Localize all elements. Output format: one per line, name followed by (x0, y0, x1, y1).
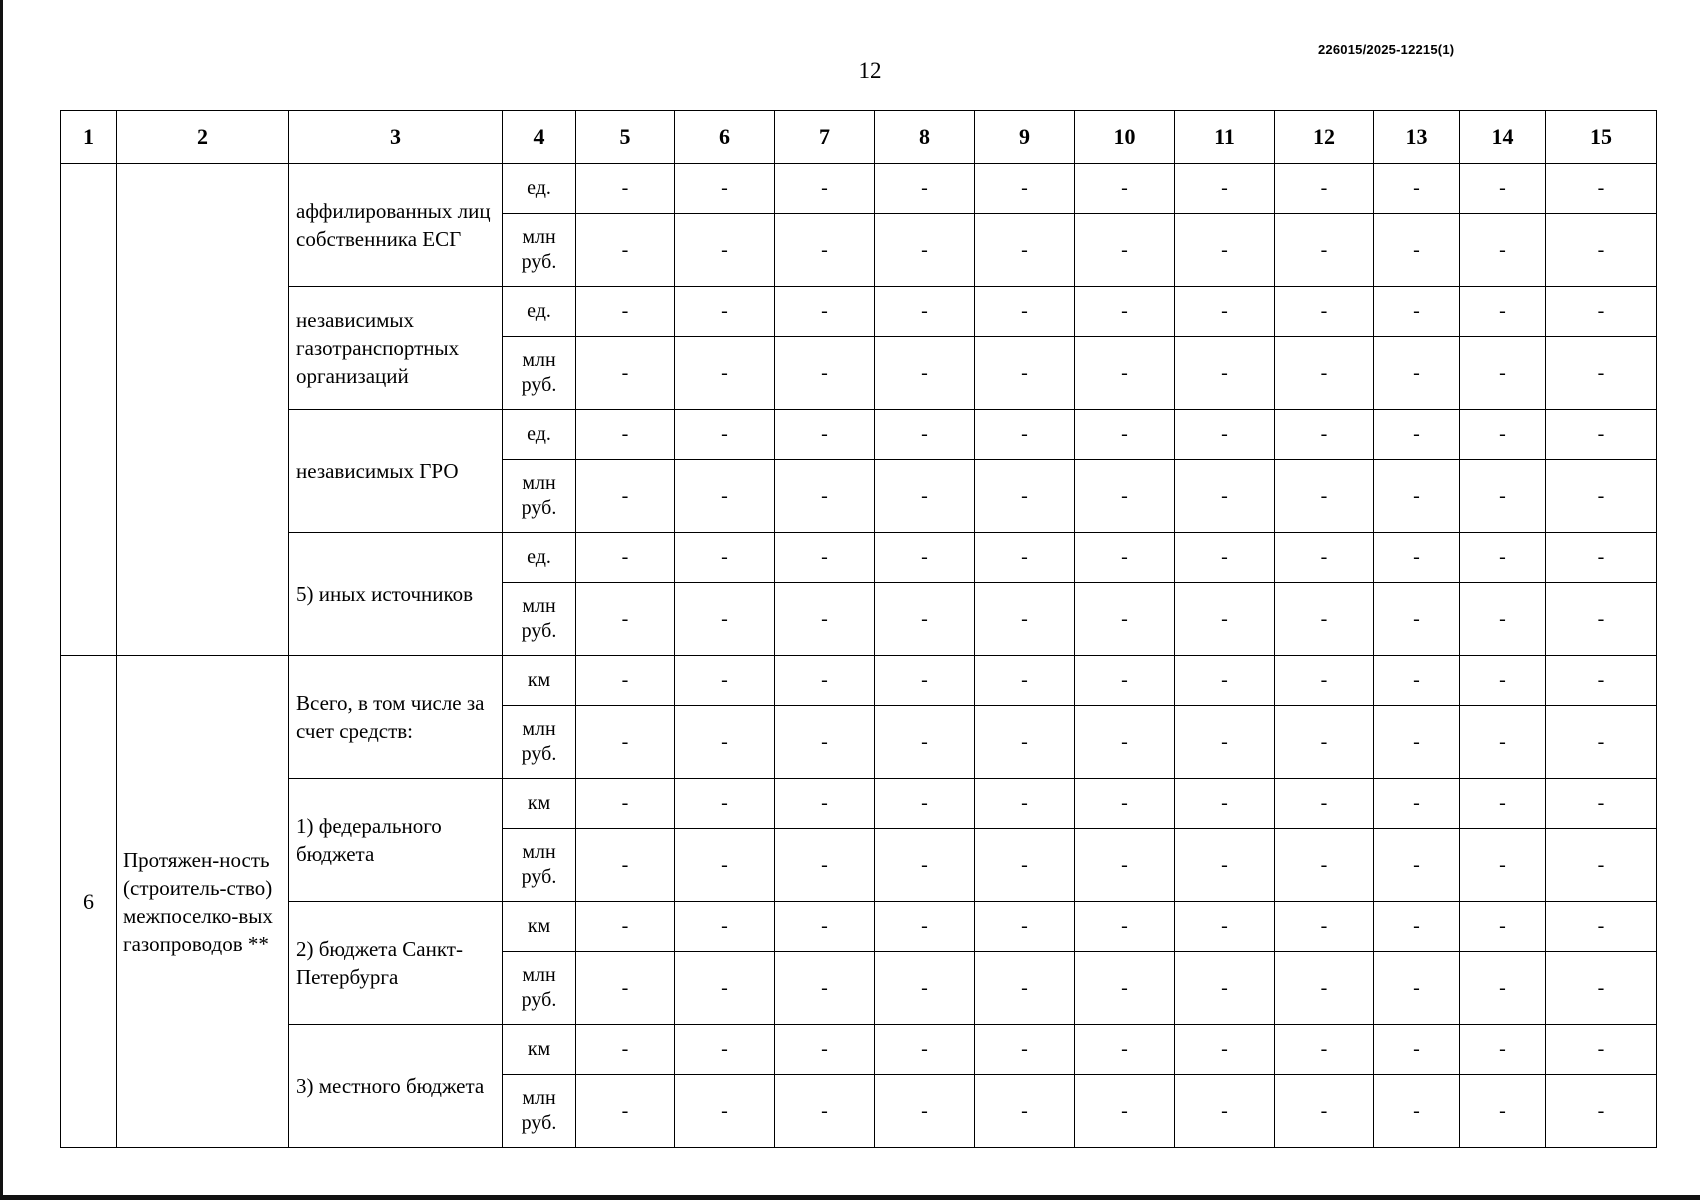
value-cell: - (1275, 460, 1374, 533)
value-cell: - (1275, 952, 1374, 1025)
value-cell: - (675, 779, 775, 829)
value-cell: - (1075, 164, 1175, 214)
column-header: 2 (117, 111, 289, 164)
value-cell: - (576, 533, 675, 583)
value-cell: - (675, 1075, 775, 1148)
value-cell: - (1460, 460, 1546, 533)
value-cell: - (576, 214, 675, 287)
value-cell: - (1075, 337, 1175, 410)
value-cell: - (675, 214, 775, 287)
table-row (61, 656, 1657, 706)
value-cell: - (775, 214, 875, 287)
column-header: 8 (875, 111, 975, 164)
value-cell: - (1374, 214, 1460, 287)
value-cell: - (576, 1075, 675, 1148)
value-cell: - (576, 952, 675, 1025)
value-cell: - (675, 410, 775, 460)
value-cell: - (775, 1075, 875, 1148)
unit-cell: млн руб. (503, 460, 576, 533)
value-cell: - (975, 287, 1075, 337)
value-cell: - (675, 533, 775, 583)
table-row (61, 287, 1657, 337)
value-cell: - (1460, 1025, 1546, 1075)
value-cell: - (1075, 1025, 1175, 1075)
value-cell: - (675, 583, 775, 656)
value-cell: - (775, 533, 875, 583)
value-cell: - (1374, 1025, 1460, 1075)
value-cell: - (875, 410, 975, 460)
indicator-label-cell: 5) иных источников (289, 533, 503, 656)
value-cell: - (1175, 164, 1275, 214)
value-cell: - (1374, 460, 1460, 533)
value-cell: - (975, 829, 1075, 902)
value-cell: - (1460, 829, 1546, 902)
value-cell: - (875, 706, 975, 779)
value-cell: - (1175, 533, 1275, 583)
value-cell: - (1460, 533, 1546, 583)
value-cell: - (1546, 952, 1657, 1025)
value-cell: - (1275, 214, 1374, 287)
value-cell: - (1546, 410, 1657, 460)
value-cell: - (775, 1025, 875, 1075)
value-cell: - (675, 337, 775, 410)
value-cell: - (775, 460, 875, 533)
value-cell: - (975, 779, 1075, 829)
value-cell: - (1460, 337, 1546, 410)
table-row (61, 533, 1657, 583)
value-cell: - (576, 656, 675, 706)
value-cell: - (1175, 656, 1275, 706)
category-cell (117, 164, 289, 656)
value-cell: - (1075, 1075, 1175, 1148)
unit-cell: ед. (503, 164, 576, 214)
unit-cell: км (503, 656, 576, 706)
value-cell: - (875, 583, 975, 656)
unit-cell: км (503, 902, 576, 952)
indicator-label-cell: аффилированных лиц собственника ЕСГ (289, 164, 503, 287)
value-cell: - (1546, 779, 1657, 829)
value-cell: - (1374, 952, 1460, 1025)
column-header: 13 (1374, 111, 1460, 164)
unit-cell: млн руб. (503, 583, 576, 656)
value-cell: - (675, 829, 775, 902)
value-cell: - (1275, 583, 1374, 656)
table-row (61, 1025, 1657, 1075)
value-cell: - (1374, 533, 1460, 583)
value-cell: - (576, 1025, 675, 1075)
value-cell: - (1460, 1075, 1546, 1148)
value-cell: - (1175, 902, 1275, 952)
value-cell: - (675, 656, 775, 706)
value-cell: - (775, 706, 875, 779)
value-cell: - (1374, 829, 1460, 902)
value-cell: - (1075, 287, 1175, 337)
value-cell: - (576, 287, 675, 337)
value-cell: - (975, 583, 1075, 656)
category-cell: Протяжен-ность (строитель-ство) межпоселко-вых газопроводов ** (117, 656, 289, 1148)
value-cell: - (1075, 952, 1175, 1025)
value-cell: - (875, 656, 975, 706)
value-cell: - (1275, 1075, 1374, 1148)
value-cell: - (975, 410, 1075, 460)
value-cell: - (775, 337, 875, 410)
value-cell: - (775, 779, 875, 829)
value-cell: - (675, 902, 775, 952)
value-cell: - (576, 706, 675, 779)
unit-cell: млн руб. (503, 214, 576, 287)
value-cell: - (1075, 656, 1175, 706)
column-header: 4 (503, 111, 576, 164)
value-cell: - (975, 706, 1075, 779)
value-cell: - (1546, 460, 1657, 533)
value-cell: - (576, 779, 675, 829)
value-cell: - (1374, 1075, 1460, 1148)
value-cell: - (875, 460, 975, 533)
value-cell: - (1275, 1025, 1374, 1075)
value-cell: - (1546, 1075, 1657, 1148)
data-table (60, 110, 1657, 1148)
value-cell: - (1546, 1025, 1657, 1075)
value-cell: - (1374, 902, 1460, 952)
value-cell: - (675, 287, 775, 337)
unit-cell: ед. (503, 533, 576, 583)
indicator-label-cell: независимых ГРО (289, 410, 503, 533)
column-header: 3 (289, 111, 503, 164)
value-cell: - (1075, 829, 1175, 902)
unit-cell: км (503, 779, 576, 829)
value-cell: - (1460, 410, 1546, 460)
value-cell: - (1460, 287, 1546, 337)
indicator-label-cell: Всего, в том числе за счет средств: (289, 656, 503, 779)
unit-cell: млн руб. (503, 829, 576, 902)
value-cell: - (576, 410, 675, 460)
value-cell: - (1275, 164, 1374, 214)
document-id: 226015/2025-12215(1) (1318, 42, 1455, 57)
value-cell: - (576, 460, 675, 533)
column-header: 10 (1075, 111, 1175, 164)
value-cell: - (1546, 706, 1657, 779)
value-cell: - (1075, 533, 1175, 583)
value-cell: - (975, 460, 1075, 533)
value-cell: - (975, 952, 1075, 1025)
value-cell: - (1275, 829, 1374, 902)
value-cell: - (775, 829, 875, 902)
unit-cell: млн руб. (503, 1075, 576, 1148)
value-cell: - (1275, 533, 1374, 583)
value-cell: - (1275, 779, 1374, 829)
value-cell: - (875, 1025, 975, 1075)
value-cell: - (1175, 214, 1275, 287)
column-header: 15 (1546, 111, 1657, 164)
value-cell: - (1460, 214, 1546, 287)
value-cell: - (1275, 656, 1374, 706)
value-cell: - (875, 214, 975, 287)
value-cell: - (1374, 337, 1460, 410)
value-cell: - (775, 656, 875, 706)
value-cell: - (975, 164, 1075, 214)
value-cell: - (1275, 902, 1374, 952)
value-cell: - (1546, 902, 1657, 952)
unit-cell: млн руб. (503, 952, 576, 1025)
column-header: 11 (1175, 111, 1275, 164)
unit-cell: ед. (503, 287, 576, 337)
value-cell: - (875, 952, 975, 1025)
value-cell: - (1075, 779, 1175, 829)
value-cell: - (875, 287, 975, 337)
value-cell: - (1175, 410, 1275, 460)
indicator-label-cell: 1) федерального бюджета (289, 779, 503, 902)
value-cell: - (1275, 337, 1374, 410)
value-cell: - (1546, 337, 1657, 410)
unit-cell: млн руб. (503, 706, 576, 779)
value-cell: - (975, 1075, 1075, 1148)
value-cell: - (775, 164, 875, 214)
value-cell: - (1175, 829, 1275, 902)
value-cell: - (1374, 410, 1460, 460)
value-cell: - (675, 460, 775, 533)
value-cell: - (576, 829, 675, 902)
value-cell: - (1374, 164, 1460, 214)
value-cell: - (1546, 164, 1657, 214)
value-cell: - (875, 902, 975, 952)
table-row (61, 902, 1657, 952)
value-cell: - (975, 656, 1075, 706)
value-cell: - (1175, 1075, 1275, 1148)
value-cell: - (675, 952, 775, 1025)
value-cell: - (1374, 656, 1460, 706)
value-cell: - (1546, 829, 1657, 902)
value-cell: - (1275, 410, 1374, 460)
value-cell: - (1374, 583, 1460, 656)
value-cell: - (1460, 656, 1546, 706)
value-cell: - (875, 829, 975, 902)
value-cell: - (975, 533, 1075, 583)
value-cell: - (576, 164, 675, 214)
value-cell: - (975, 337, 1075, 410)
header-row (61, 111, 1657, 164)
value-cell: - (1075, 460, 1175, 533)
indicator-label-cell: 3) местного бюджета (289, 1025, 503, 1148)
value-cell: - (775, 410, 875, 460)
value-cell: - (576, 902, 675, 952)
scan-edge-left (0, 0, 3, 1200)
value-cell: - (1546, 583, 1657, 656)
table-row (61, 410, 1657, 460)
value-cell: - (1374, 287, 1460, 337)
value-cell: - (1175, 583, 1275, 656)
value-cell: - (1546, 533, 1657, 583)
value-cell: - (1175, 460, 1275, 533)
value-cell: - (1460, 902, 1546, 952)
column-header: 1 (61, 111, 117, 164)
value-cell: - (576, 337, 675, 410)
value-cell: - (1075, 706, 1175, 779)
value-cell: - (1075, 410, 1175, 460)
value-cell: - (1460, 779, 1546, 829)
value-cell: - (975, 902, 1075, 952)
value-cell: - (675, 164, 775, 214)
value-cell: - (775, 952, 875, 1025)
column-header: 9 (975, 111, 1075, 164)
page-number: 12 (858, 58, 882, 83)
scan-edge-bottom (0, 1195, 1700, 1200)
value-cell: - (775, 902, 875, 952)
value-cell: - (875, 779, 975, 829)
value-cell: - (1175, 1025, 1275, 1075)
value-cell: - (875, 337, 975, 410)
value-cell: - (1374, 706, 1460, 779)
table-row (61, 779, 1657, 829)
value-cell: - (875, 1075, 975, 1148)
table-row (61, 164, 1657, 214)
value-cell: - (975, 214, 1075, 287)
column-header: 6 (675, 111, 775, 164)
value-cell: - (1546, 287, 1657, 337)
value-cell: - (1175, 287, 1275, 337)
value-cell: - (775, 583, 875, 656)
value-cell: - (1460, 706, 1546, 779)
value-cell: - (1075, 214, 1175, 287)
unit-cell: млн руб. (503, 337, 576, 410)
indicator-label-cell: 2) бюджета Санкт-Петербурга (289, 902, 503, 1025)
unit-cell: ед. (503, 410, 576, 460)
row-number-cell (61, 164, 117, 656)
value-cell: - (1175, 779, 1275, 829)
value-cell: - (1075, 583, 1175, 656)
value-cell: - (1075, 902, 1175, 952)
value-cell: - (1275, 287, 1374, 337)
value-cell: - (1460, 164, 1546, 214)
column-header: 12 (1275, 111, 1374, 164)
value-cell: - (1546, 214, 1657, 287)
value-cell: - (1175, 337, 1275, 410)
value-cell: - (675, 1025, 775, 1075)
column-header: 14 (1460, 111, 1546, 164)
value-cell: - (1275, 706, 1374, 779)
column-header: 7 (775, 111, 875, 164)
value-cell: - (1546, 656, 1657, 706)
value-cell: - (675, 706, 775, 779)
value-cell: - (1374, 779, 1460, 829)
column-header: 5 (576, 111, 675, 164)
value-cell: - (576, 583, 675, 656)
value-cell: - (775, 287, 875, 337)
row-number-cell: 6 (61, 656, 117, 1148)
value-cell: - (1175, 952, 1275, 1025)
value-cell: - (1460, 583, 1546, 656)
value-cell: - (1460, 952, 1546, 1025)
indicator-label-cell: независимых газотранспортных организаций (289, 287, 503, 410)
value-cell: - (975, 1025, 1075, 1075)
value-cell: - (1175, 706, 1275, 779)
unit-cell: км (503, 1025, 576, 1075)
value-cell: - (875, 164, 975, 214)
value-cell: - (875, 533, 975, 583)
